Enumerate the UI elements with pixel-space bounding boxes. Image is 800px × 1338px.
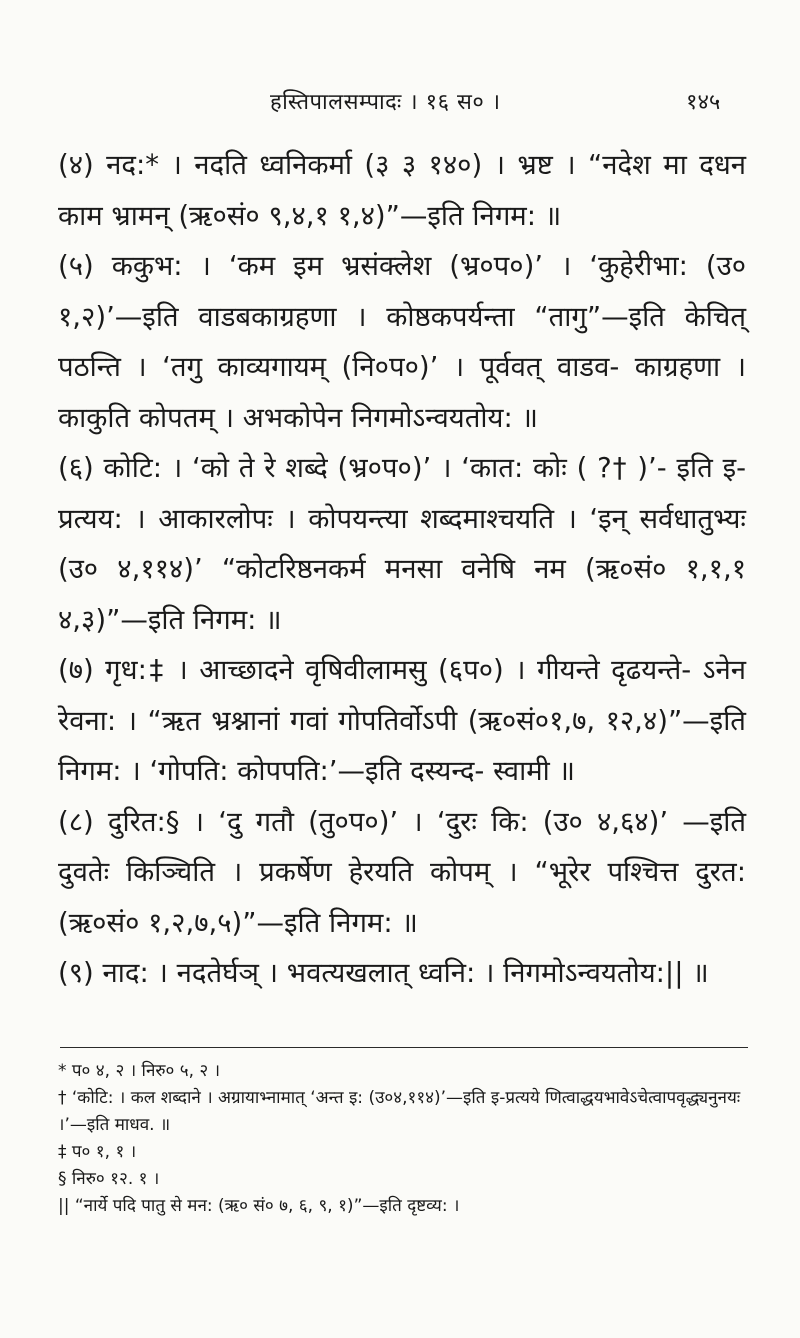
entry-7-paragraph: (७) गृध:‡ । आच्छादने वृषिवीलामसु (६प०) । गीयन्ते दृढयन्ते- ऽनेन रेवना: । “ऋत भ्रश्नानां गवां गोपतिर्वोऽपी (ऋ०सं०१,७, १२,४)”—इति निगम: । ‘गोपति: कोपपति:’—इति दस्यन्द- स्वामी ॥ [58, 654, 746, 787]
page-header [0, 86, 800, 126]
main-text [58, 140, 746, 999]
page-number: १४५ [686, 90, 721, 115]
footnote-asterisk: * प० ४, २ । निरु० ५, २ । [58, 1061, 221, 1081]
footnote-dagger: † ‘कोटि: । कल शब्दाने । अग्रायाभ्नामात् ‘अन्त इ: (उ०४,११४)’—इति इ-प्रत्यये णित्वाद्धयभावेऽचेत्वापवृद्ध्यनुनयः ।’—इति माधव. ॥ [58, 1088, 741, 1135]
footnotes [58, 1058, 746, 1220]
running-head: हस्तिपालसम्पादः । १६ स० । [270, 90, 501, 115]
entry-9-paragraph: (९) नाद: । नदतेर्घञ् । भवत्यखलात् ध्वनि: । निगमोऽन्वयतोय:|| ॥ [58, 957, 709, 989]
footnote-section: § निरु० १२. १ । [58, 1169, 160, 1189]
footnote-parallel: || “नार्ये पदि पातु से मन: (ऋ० सं० ७, ६, ९, १)”—इति दृष्टव्य: । [58, 1196, 460, 1216]
entry-6-paragraph: (६) कोटि: । ‘को ते रे शब्दे (भ्र०प०)’ । ‘कात: कोः ( ?† )’- इति इ-प्रत्यय: । आकारलोपः । कोपयन्त्या शब्दमाश्चयति । ‘इन् सर्वधातुभ्यः (उ० ४,११४)’ “कोटरिष्ठनकर्म मनसा वनेषि नम (ऋ०सं० १,१,१ ४,३)”—इति निगम: ॥ [58, 452, 746, 636]
entry-8-paragraph: (८) दुरित:§ । ‘दु गतौ (तु०प०)’ । ‘दुरः कि: (उ० ४,६४)’ —इति दुवतेः किञ्चिति । प्रकर्षेण हेरयति कोपम् । “भूरेर पश्चित्त दुरत: (ऋ०सं० १,२,७,५)”—इति निगम: ॥ [58, 805, 746, 939]
footnote-divider [60, 1047, 748, 1048]
entry-4-paragraph: (४) नद:* । नदति ध्वनिकर्मा (३ ३ १४०) । भ्रष्ट । “नदेश मा दधन काम भ्रामन् (ऋ०सं० ९,४,१ १,४)”—इति निगम: ॥ [58, 149, 746, 232]
entry-5-paragraph: (५) ककुभ: । ‘कम इम भ्रसंक्लेश (भ्र०प०)’ । ‘कुहेरीभा: (उ० १,२)’—इति वाडबकाग्रहणा । कोष्ठकपर्यन्ता “तागु”—इति केचित् पठन्ति । ‘तगु काव्यगायम् (नि०प०)’ । पूर्ववत् वाडव- काग्रहणा । काकुति कोपतम् । अभकोपेन निगमोऽन्वयतोय: ॥ [58, 250, 746, 434]
footnote-double-dagger: ‡ प० १, १ । [58, 1142, 137, 1162]
